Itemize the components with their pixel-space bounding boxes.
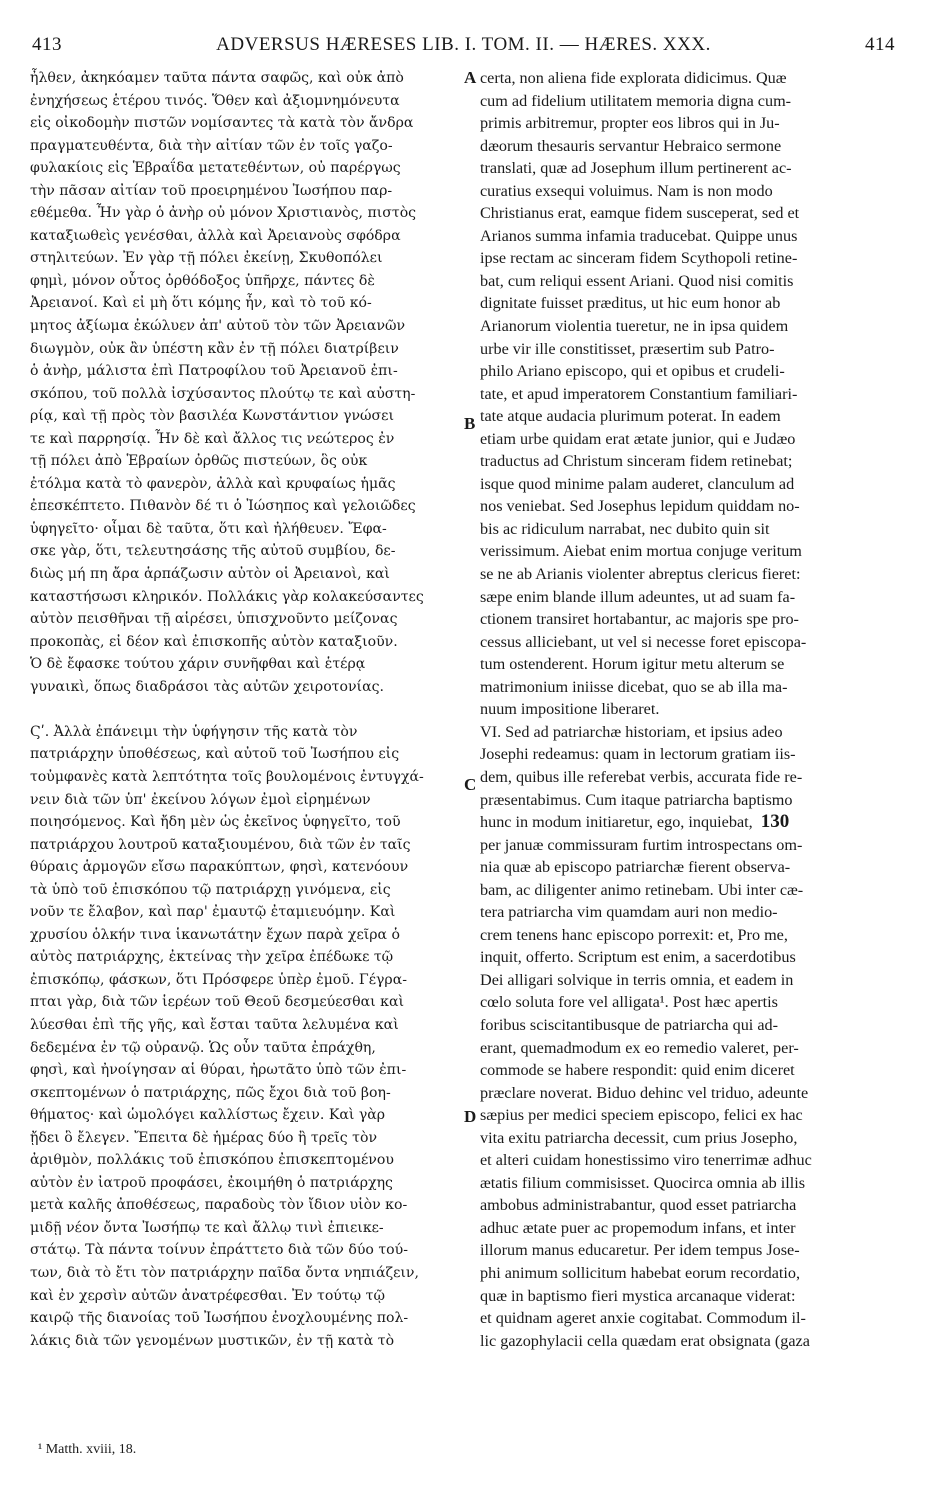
greek-text-line: μιδῇ νέον ὄντα Ἰωσήπῳ τε καὶ ἄλλῳ τινὶ ἐπιεικε-: [30, 1219, 384, 1236]
greek-text-line: τοὐμφανὲς κατὰ λεπτότητα τοῖς βουλομένοις ἐντυγχά-: [30, 768, 424, 785]
greek-text-line: σκόπου, τοῦ πολλὰ ἰσχύσαντος πλούτῳ τε καὶ αὐστη-: [30, 385, 416, 402]
latin-text-line: certa, non aliena fide explorata didicimus. Quæ: [480, 69, 787, 87]
running-title: ADVERSUS HÆRESES LIB. I. TOM. II. — HÆRES. XXX.: [216, 34, 711, 55]
latin-text-line: et alteri cuidam honestissimo viro tenerrimæ adhuc: [480, 1151, 812, 1170]
greek-text-line: θύραις ἁρμογῶν εἴσω παρακύπτων, φησὶ, κατενόουν: [30, 859, 409, 876]
greek-text-line: φησὶ, καὶ ἠνοίγησαν αἱ θύραι, ἠρωτᾶτο ὑπὸ τῶν ἐπι-: [30, 1062, 407, 1079]
greek-text-line: καταστήσωσι κληρικόν. Πολλάκις γὰρ κολακεύσαντες: [30, 588, 424, 605]
greek-text-line: προκοπὰς, εἰ δέον καὶ ἐπισκοπῆς αὐτὸν καταξιοῦν.: [30, 633, 398, 650]
latin-text-line: philo Ariano episcopo, qui et opibus et crudeli-: [480, 362, 785, 381]
latin-text-line: tera patriarcha vim quamdam auri non medio-: [480, 903, 778, 922]
greek-text-line: ἐνηχήσεως ἑτέρου τινός. Ὅθεν καὶ ἀξιομνημόνευτα: [30, 92, 400, 109]
section-marker-d: D: [464, 1107, 477, 1126]
greek-text-line: εθέμεθα. Ἦν γὰρ ὁ ἀνὴρ οὐ μόνον Χριστιανὸς, πιστὸς: [30, 205, 417, 222]
section-marker-c: C: [464, 775, 477, 794]
latin-text-fragment: hunc in modum initiaretur, ego, inquiebat,: [480, 813, 753, 832]
latin-text-line: adhuc ætate puer ac propemodum infans, et inter: [480, 1218, 796, 1237]
latin-text-line: sæpius per medici speciem episcopo, felici ex hac: [480, 1106, 803, 1125]
greek-text-line: αὐτὸν πεισθῆναι τῇ αἱρέσει, ὑπισχνοῦντο μείζονας: [30, 611, 398, 628]
latin-text-line: ctionem transiret hortabantur, ac majoris spe pro-: [480, 610, 799, 629]
greek-text-line: τῇ πόλει ἀπὸ Ἑβραίων ὀρθῶς πιστεύων, ὃς οὐκ: [30, 453, 368, 470]
greek-text-line: Ἀρειανοί. Καὶ εἰ μὴ ὅτι κόμης ἦν, καὶ τὸ τοῦ κό-: [30, 295, 372, 312]
greek-text-line: λάκις διὰ τῶν γενομένων μυστικῶν, ἐν τῇ κατὰ τὸ: [30, 1332, 395, 1349]
greek-text-line: σκε γὰρ, ὅτι, τελευτησάσης τῆς αὐτοῦ συμβίου, δε-: [30, 543, 396, 560]
latin-text-line: sæpe enim blande illum adeuntes, ut ad suam fa-: [480, 587, 796, 606]
latin-text-line: cœlo soluta fore vel alligata¹. Post hæc apertis: [480, 993, 778, 1012]
greek-text-line: των, διὰ τὸ ἔτι τὸν πατριάρχην παῖδα ὄντα νηπιάζειν,: [30, 1264, 419, 1281]
latin-text-line: lic gazophylacii cella quædam erat obsignata (gaza: [480, 1331, 810, 1350]
latin-text-line: præsentabimus. Cum itaque patriarcha baptismo: [480, 790, 793, 809]
latin-text-line: etiam urbe quidam erat ætate junior, qui e Judæo: [480, 429, 796, 448]
greek-text-line: αὐτὸς πατριάρχης, ἐκτείνας τὴν χεῖρα ἐπέδωκε τῷ: [30, 949, 394, 966]
latin-text-line: matrimonium iniisse dicebat, quo se ab illa ma-: [480, 677, 788, 696]
greek-text-line: πται γὰρ, διὰ τῶν ἱερέων τοῦ Θεοῦ δεσμεύεσθαι καὶ: [30, 994, 405, 1011]
greek-text-line: φυλακίοις εἰς Ἑβραΐδα μετατεθέντων, οὐ παρέργως: [30, 160, 401, 177]
section-marker-a: A: [464, 68, 477, 87]
greek-text-line: καταξιωθεὶς γενέσθαι, ἀλλὰ καὶ Ἀρειανοὺς σφόδρα: [30, 227, 401, 244]
greek-text-line: ποιησόμενος. Καὶ ἤδη μὲν ὡς ἐκεῖνος ὑφηγεῖτο, τοῦ: [30, 814, 401, 831]
latin-column: [480, 67, 900, 1352]
latin-text-line: illorum manus educaretur. Per idem tempus Jose-: [480, 1241, 800, 1260]
greek-text-line: γυναικὶ, ὅπως διαδράσοι τὰς αὐτῶν χειροτονίας.: [30, 678, 384, 695]
greek-text-line: λύεσθαι ἐπὶ τῆς γῆς, καὶ ἔσται ταῦτα λελυμένα καὶ: [30, 1016, 399, 1033]
latin-text-line: vita exitu patriarcha decessit, cum prius Josepho,: [480, 1128, 798, 1147]
latin-text-line: cum ad fidelium utilitatem memoria digna cum-: [480, 91, 792, 110]
latin-text-line: bat, cum reliqui essent Ariani. Quod nisi comitis: [480, 271, 794, 290]
greek-text-line: καιρῷ τῆς διανοίας τοῦ Ἰωσήπου ἐνοχλουμένης πολ-: [30, 1310, 409, 1327]
latin-text-line: inquit, offerto. Scriptum est enim, a sacerdotibus: [480, 948, 796, 967]
greek-text-line: ἐτόλμα κατὰ τὸ φανερὸν, ἀλλὰ καὶ κρυφαίως ἡμᾶς: [30, 475, 396, 492]
latin-text-line: bam, ac diligenter animo retinebam. Ubi inter cæ-: [480, 880, 804, 899]
latin-text-line: curatius exsequi voluimus. Nam is non modo: [480, 181, 773, 200]
greek-text-line: διὼς μή πη ἄρα ἁρπάζωσιν αὐτὸν οἱ Ἀρειανοὶ, καὶ: [30, 566, 390, 583]
greek-text-line: Ϛʹ. Ἀλλὰ ἐπάνειμι τὴν ὑφήγησιν τῆς κατὰ τὸν: [30, 723, 358, 740]
latin-text-line: phi animum sollicitum habebat eorum recordatio,: [480, 1263, 801, 1282]
paragraph-gap: [30, 698, 462, 721]
greek-text-line: χρυσίου ὁλκήν τινα ἱκανωτάτην ἔχων παρὰ χεῖρα ὁ: [30, 926, 401, 943]
greek-text-line: διωγμὸν, οὐκ ἂν ὑπέστη κἂν ἐν τῇ πόλει διατρίβειν: [30, 340, 399, 357]
greek-column: [30, 67, 462, 1352]
latin-text-line: Arianorum violentia tueretur, ne in ipsa quidem: [480, 317, 789, 336]
latin-text-line: foribus sciscitantibusque de patriarcha qui ad-: [480, 1015, 779, 1034]
latin-text-line: ipse rectam ac sinceram fidem Scythopoli retine-: [480, 249, 798, 268]
greek-text-line: στηλιτεύων. Ἐν γὰρ τῇ πόλει ἐκείνῃ, Σκυθοπόλει: [30, 250, 383, 267]
greek-text-line: σκεπτομένων ὁ πατριάρχης, πῶς ἔχοι διὰ τοῦ βοη-: [30, 1084, 391, 1101]
greek-text-line: δεδεμένα ἐν τῷ οὐρανῷ. Ὡς οὖν ταῦτα ἐπράχθη,: [30, 1039, 376, 1056]
page-number-left: 413: [32, 34, 62, 55]
latin-text-line: dem, quibus ille referebat verbis, accurata fide re-: [480, 767, 803, 786]
latin-text-line: isque quod minime palam auderet, clanculum ad: [480, 474, 795, 493]
latin-text-line: traductus ad Christum sinceram fidem retinebat;: [480, 452, 793, 471]
latin-text-line: et quidnam ageret anxie cogitabat. Commodum il-: [480, 1309, 806, 1328]
latin-text-line: nos veniebat. Sed Josephus lepidum quiddam no-: [480, 497, 800, 516]
latin-text-line: crem tenens hanc episcopo porrexit: et, Pro me,: [480, 925, 788, 944]
greek-text-line: πατριάρχην ὑποθέσεως, καὶ αὐτοῦ τοῦ Ἰωσήπου εἰς: [30, 746, 400, 763]
greek-text-line: ἀριθμὸν, πολλάκις τοῦ ἐπισκόπου ἐπισκεπτομένου: [30, 1152, 394, 1169]
latin-text-line: primis arbitremur, propter eos libros qui in Ju-: [480, 114, 780, 133]
section-marker-b: B: [464, 414, 476, 433]
latin-text-line: verissimum. Aiebat enim mortua conjuge veritum: [480, 542, 802, 561]
latin-section-heading-line: VI. Sed ad patriarchæ historiam, et ipsius adeo: [480, 722, 783, 741]
latin-text-line: per januæ commissuram furtim introspectans om-: [480, 835, 803, 854]
greek-text-line: τε καὶ παρρησίᾳ. Ἦν δὲ καὶ ἄλλος τις νεώτερος ἐν: [30, 430, 395, 447]
latin-text-line: Dei alligari solvique in terris omnia, et eadem in: [480, 970, 794, 989]
greek-text-line: ὁ ἀνὴρ, μάλιστα ἐπὶ Πατροφίλου τοῦ Ἀρειανοῦ ἐπι-: [30, 363, 398, 380]
latin-text-line: ambobus administrabantur, quod esset patriarcha: [480, 1196, 797, 1215]
latin-text-line: bis ac ridiculum narrabat, nec dubito quin sit: [480, 519, 770, 538]
greek-text-line: αὐτὸν ἐν ἰατροῦ προφάσει, ἐκοιμήθη ὁ πατριάρχης: [30, 1174, 393, 1191]
greek-text-line: πατριάρχου λουτροῦ καταξιουμένου, διὰ τῶν ἐν ταῖς: [30, 836, 411, 853]
latin-text-line: Arianos summa infamia traducebat. Quippe unus: [480, 226, 798, 245]
latin-text-line: dæorum thesauris servantur Hebraico sermone: [480, 136, 782, 155]
greek-text-line: νοῦν τε ἔλαβον, καὶ παρ' ἐμαυτῷ ἐταμιευόμην. Καὶ: [30, 904, 396, 921]
latin-text-line: commode se habere respondit: quid enim diceret: [480, 1061, 795, 1080]
greek-text-line: ἐπεσκέπτετο. Πιθανὸν δέ τι ὁ Ἰώσηπος καὶ γελοιῶδες: [30, 498, 416, 515]
footnote: ¹ Matth. xviii, 18.: [38, 1442, 137, 1457]
latin-text-line: quæ in baptismo fieri mystica arcanaque viderat:: [480, 1286, 796, 1305]
page-header: [32, 34, 895, 60]
latin-text-line: [480, 811, 900, 834]
latin-text-line: nia quæ ab episcopo patriarchæ fierent observa-: [480, 858, 791, 877]
greek-text-line: τὰ ὑπὸ τοῦ ἐπισκόπου τῷ πατριάρχῃ γινόμενα, εἰς: [30, 881, 391, 898]
latin-text-line: urbe vir ille constitisset, præsertim sub Patro-: [480, 339, 775, 358]
latin-text-line: Christianus erat, eamque fidem susceperat, sed et: [480, 204, 800, 223]
latin-text-line: ætatis filium commisisset. Quocirca omnia ab illis: [480, 1173, 806, 1192]
greek-text-line: θήματος· καὶ ὡμολόγει καλλίστως ἔχειν. Καὶ γὰρ: [30, 1107, 386, 1124]
greek-text-line: στάτῳ. Τὰ πάντα τοίνυν ἐπράττετο διὰ τῶν δύο τού-: [30, 1242, 408, 1259]
greek-text-line: νειν διὰ τῶν ὑπ' ἐκείνου λόγων ἐμοὶ εἰρημένων: [30, 791, 371, 808]
latin-text-line: dignitate fuisset præditus, ut hic eum honor ab: [480, 294, 781, 313]
greek-text-line: Ὁ δὲ ἔφασκε τούτου χάριν συνῆφθαι καὶ ἑτέρᾳ: [30, 656, 366, 673]
greek-text-line: τὴν πᾶσαν αἰτίαν τοῦ προειρημένου Ἰωσήπου παρ-: [30, 182, 393, 199]
latin-text-line: tate, et apud imperatorem Constantium familiari-: [480, 384, 798, 403]
margin-number: 130: [760, 811, 790, 833]
greek-text-line: εἰς οἰκοδομὴν πιστῶν νομίσαντες τὰ κατὰ τὸν ἄνδρα: [30, 115, 414, 132]
latin-text-line: nuum impositione liberaret.: [480, 700, 660, 719]
page-number-right: 414: [865, 34, 895, 55]
latin-text-line: tate atque audacia plurimum poterat. In eadem: [480, 407, 781, 426]
greek-text-line: ᾔδει ὃ ἔλεγεν. Ἔπειτα δὲ ἡμέρας δύο ἢ τρεῖς τὸν: [30, 1129, 378, 1146]
greek-text-line: ὑφηγεῖτο· οἶμαι δὲ ταῦτα, ὅτι καὶ ἠλήθευεν. Ἔφα-: [30, 520, 387, 537]
greek-text-line: ρίᾳ, καὶ τῇ πρὸς τὸν βασιλέα Κωνστάντιον γνώσει: [30, 408, 395, 425]
greek-text-line: πραγματευθέντα, διὰ τὴν αἰτίαν τῶν ἐν τοῖς γαζο-: [30, 137, 393, 154]
latin-text-line: præclare noverat. Biduo dehinc vel triduo, adeunte: [480, 1083, 809, 1102]
latin-text-line: tum ostenderent. Horum igitur metu alterum se: [480, 655, 785, 674]
latin-text-line: erant, quemadmodum ex eo remedio valeret, per-: [480, 1038, 799, 1057]
latin-text-line: se ne ab Arianis violenter abreptus clericus fieret:: [480, 565, 801, 584]
latin-text-line: Josephi redeamus: quam in lectorum gratiam iis-: [480, 745, 796, 764]
latin-text-line: cessus alliciebant, ut vel si necesse foret episcopa-: [480, 632, 807, 651]
latin-text-line: translati, quæ ad Josephum illum pertinerent ac-: [480, 159, 792, 178]
greek-text-line: φημὶ, μόνον οὗτος ὀρθόδοξος ὑπῆρχε, πάντες δὲ: [30, 272, 375, 289]
greek-text-line: καὶ ἐν χερσὶν αὐτῶν ἀνατρέφεσθαι. Ἐν τούτῳ τῷ: [30, 1287, 385, 1304]
greek-text-line: ἐπισκόπῳ, φάσκων, ὅτι Πρόσφερε ὑπὲρ ἐμοῦ. Γέγρα-: [30, 971, 407, 988]
greek-text-line: μετὰ καλῆς ἀποθέσεως, παραδοὺς τὸν ἴδιον υἱὸν κο-: [30, 1197, 408, 1214]
greek-text-line: μητος ἀξίωμα ἐκώλυεν ἀπ' αὐτοῦ τὸν τῶν Ἀρειανῶν: [30, 318, 406, 335]
greek-text-line: ἦλθεν, ἀκηκόαμεν ταῦτα πάντα σαφῶς, καὶ οὐκ ἀπὸ: [30, 70, 404, 86]
